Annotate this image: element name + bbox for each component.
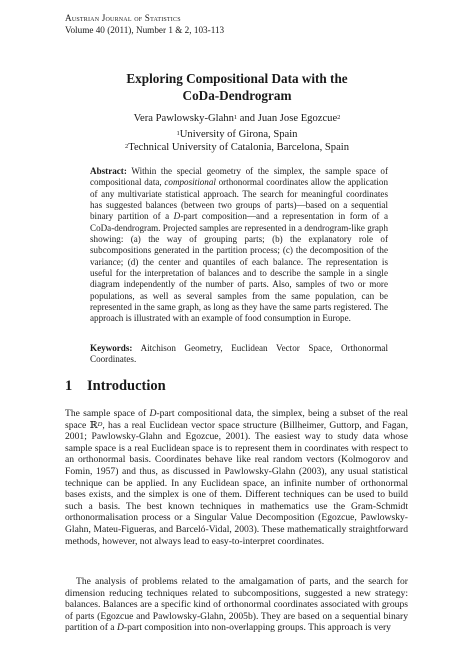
para1-superscript: D	[97, 420, 103, 428]
affiliation-2-mark: 2	[124, 143, 129, 150]
journal-name: Austrian Journal of Statistics	[65, 13, 181, 23]
para1-text-2: -part compositional data, the simplex, being a subset of the real space ℝ	[65, 408, 408, 431]
paper-title	[0, 70, 474, 104]
para2-text-1: The analysis of problems related to the amalgamation of parts, and the search for dimension reducing techniques related to subcompositions, suggested a new strategy: balances. Balances are a specific kind of orthonormal coordinates associated with groups of parts (Egozcue and Pawlowsky-Glahn, 2005b). They are based on a sequential binary partition of a	[65, 576, 408, 634]
affiliation-1-text: University of Girona, Spain	[179, 129, 298, 140]
journal-header	[65, 12, 224, 36]
title-line-1: Exploring Compositional Data with the	[126, 71, 348, 86]
affiliation-1	[0, 128, 474, 141]
para1-text-3: , has a real Euclidean vector space structure (Billheimer, Guttorp, and Fagan, 2001; Pawlowsky-Glahn and Egozcue, 2001). The easiest way to study data whose sample space is a real Euclidean space is to represent them in coordinates with respect to an orthonormal basis. Coordinates behave like real random vectors (Kolmogorov and Fomin, 1957) and thus, as discussed in Pawlowsky-Glahn (2003), any usual statistical technique can be applied. In any Euclidean space, an infinite number of orthonormal bases exists, and the simplex is one of them. Different techniques can be used to build such a basis. The best known techniques in mathematics use the Gram-Schmidt orthonormalisation process or a Singular Value Decomposition (Egozcue, Pawlowsky-Glahn, Mateu-Figueras, and Barceló-Vidal, 2003). These mathematically straightforward methods, however, not always lead to easy-to-interpret coordinates.	[65, 419, 408, 547]
abstract	[90, 166, 388, 325]
para1-emphasis-1: D	[149, 408, 157, 419]
abstract-emphasis-2: D	[173, 211, 181, 222]
body-paragraph-1	[65, 408, 408, 547]
para1-text-1: The sample space of	[65, 408, 150, 419]
author-2-affiliation-mark: 2	[337, 114, 341, 121]
body-paragraph-2	[65, 576, 408, 634]
keywords-text: Aitchison Geometry, Euclidean Vector Space, Orthonormal Coordinates.	[90, 343, 388, 365]
para2-text-2: -part composition into non-overlapping groups. This approach is very	[123, 622, 391, 634]
author-connector: and	[237, 113, 258, 124]
abstract-text-3: -part composition—and a representation in form of a CoDa-dendrogram. Projected samples are represented in a dendrogram-like graph showing: (a) the way of grouping parts; (b) the explanatory role of subcompositions generated in the partition process; (c) the decomposition of the variance; (d) the center and quantiles of each balance. The representation is useful for the interpretation of balances and to describe the sample in a single diagram independently of the number of parts. Also, samples of two or more populations, as well as several samples from the same population, can be represented in the same graph, as long as they have the same parts registered. The approach is illustrated with an example of food consumption in Europe.	[90, 211, 388, 324]
abstract-text-1: Within the special geometry of the simplex, the sample space of compositional data,	[90, 166, 388, 188]
author-1-affiliation-mark: 1	[233, 114, 238, 121]
keywords	[90, 343, 388, 366]
abstract-text-2: orthonormal coordinates allow the application of any multivariate statistical approach. The search for meaningful coordinates has suggested balances (between two groups of parts)—based on a sequential binary partition of a	[90, 177, 388, 222]
abstract-label: Abstract:	[90, 166, 127, 176]
affiliation-2	[0, 141, 474, 154]
section-number: 1	[65, 378, 73, 394]
affiliation-1-mark: 1	[176, 130, 180, 137]
abstract-emphasis-1: compositional	[164, 177, 216, 188]
section-title: Introduction	[87, 378, 166, 394]
keywords-label: Keywords:	[90, 343, 133, 353]
author-2: Juan Jose Egozcue	[257, 113, 338, 124]
section-heading	[65, 377, 166, 395]
para2-emphasis-1: D	[116, 622, 124, 634]
author-1: Vera Pawlowsky-Glahn	[133, 113, 234, 124]
journal-volume: Volume 40 (2011), Number 1 & 2, 103-113	[65, 25, 225, 35]
title-line-2: CoDa-Dendrogram	[182, 88, 292, 103]
affiliation-2-text: Technical University of Catalonia, Barcelona, Spain	[128, 142, 350, 153]
author-list	[0, 112, 474, 125]
